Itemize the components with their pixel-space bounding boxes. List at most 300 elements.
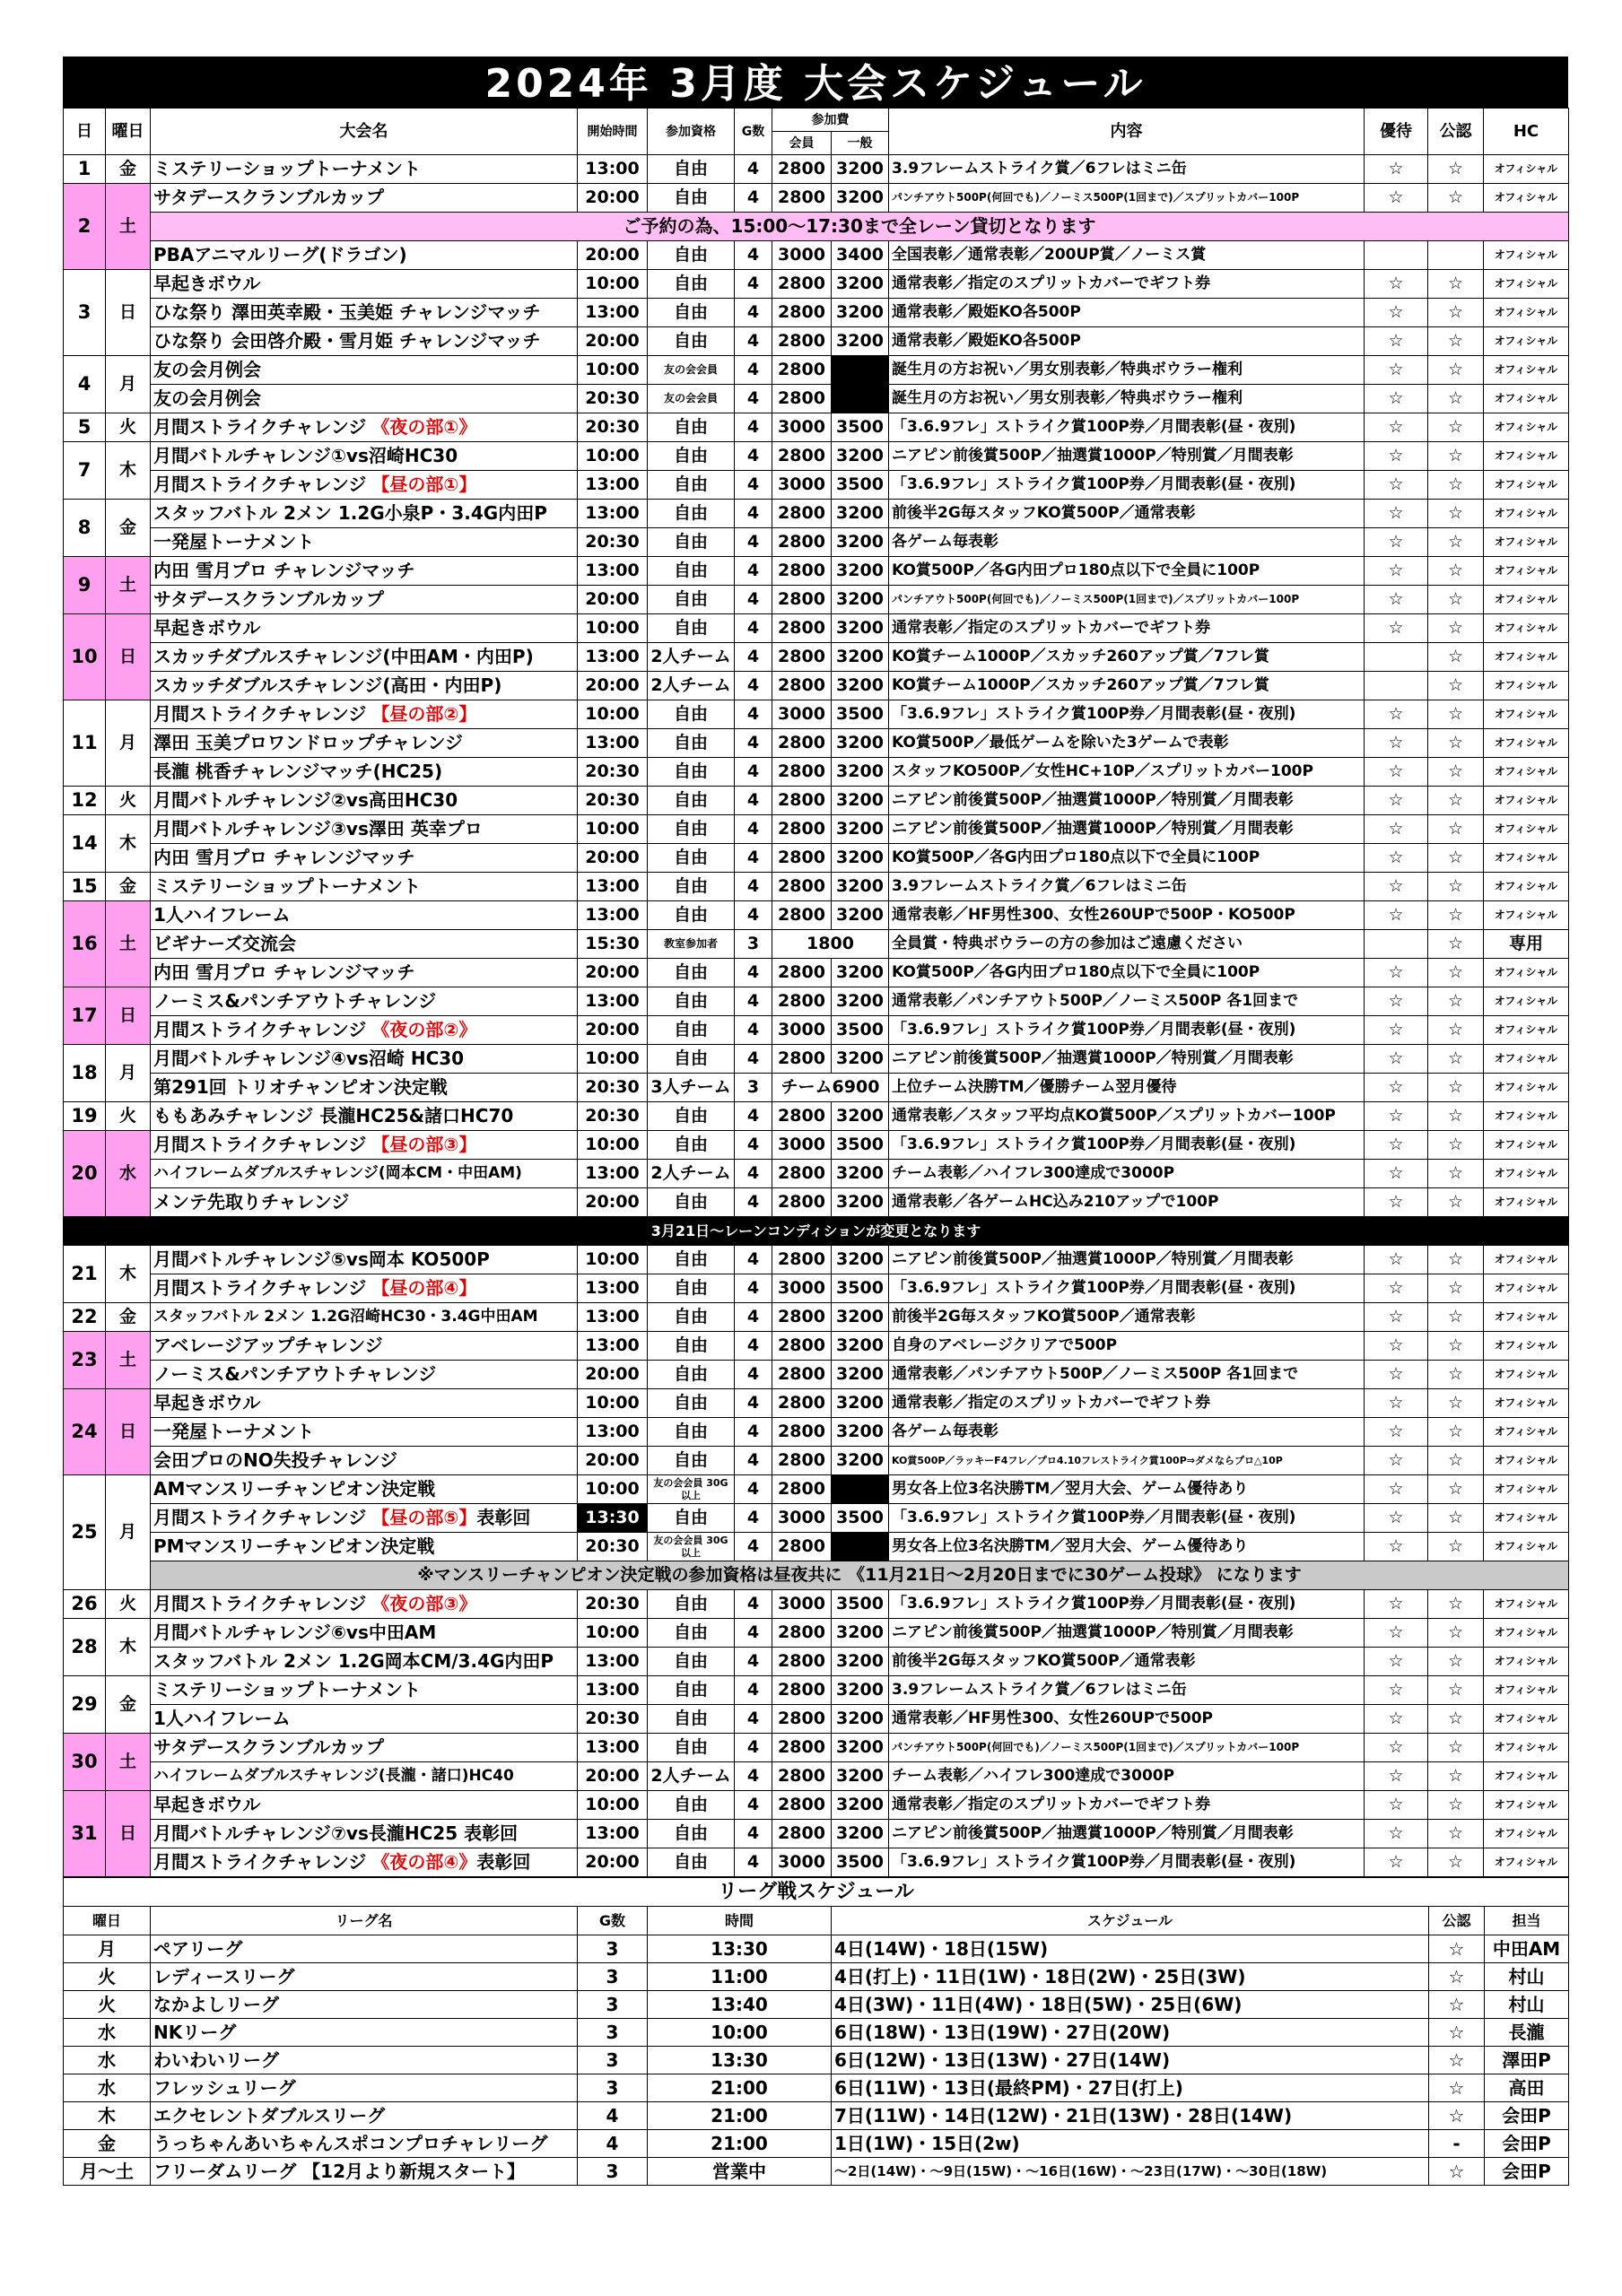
priority-mark: ☆: [1365, 1274, 1428, 1303]
tournament-name-text: ハイフレームダブルスチャレンジ(長瀧・諸口)HC40: [153, 1767, 514, 1785]
tournament-row: [64, 1274, 1569, 1303]
fee-general: 3500: [832, 1590, 889, 1619]
fee-member: 3000: [772, 413, 832, 442]
weekday: 木: [106, 1246, 151, 1303]
day-number: 20: [64, 1131, 106, 1217]
tournament-name: [151, 270, 578, 299]
tournament-name-text: 月間バトルチャレンジ⑤vs岡本 KO500P: [153, 1248, 490, 1270]
tournament-row: [64, 1734, 1569, 1762]
fee-member: 2800: [772, 1045, 832, 1074]
eligibility: 自由: [648, 729, 735, 758]
games-count: 4: [735, 1045, 772, 1074]
day-number: 22: [64, 1303, 106, 1332]
fee-member: 2800: [772, 987, 832, 1016]
league-header-games: G数: [578, 1907, 648, 1935]
games-count: 4: [735, 1791, 772, 1820]
prize-content: スタッフKO500P／女性HC+10P／スプリットカバー100P: [889, 758, 1365, 787]
eligibility: 自由: [648, 557, 735, 586]
prize-content: 通常表彰／HF男性300、女性260UPで500P: [889, 1705, 1365, 1734]
hc-type: オフィシャル: [1484, 1160, 1569, 1188]
games-count: 4: [735, 1590, 772, 1619]
session-label: 《夜の部③》: [371, 1593, 477, 1614]
priority-mark: ☆: [1365, 1848, 1428, 1877]
league-official: ☆: [1429, 2074, 1485, 2102]
tournament-name-text: PMマンスリーチャンピオン決定戦: [153, 1535, 435, 1557]
fee-member: 2800: [772, 1418, 832, 1447]
prize-content: 通常表彰／パンチアウト500P／ノーミス500P 各1回まで: [889, 987, 1365, 1016]
award-round-label: 表彰回: [476, 1851, 531, 1873]
hc-type: オフィシャル: [1484, 987, 1569, 1016]
priority-mark: ☆: [1365, 500, 1428, 528]
prize-content: 通常表彰／指定のスプリットカバーでギフト券: [889, 614, 1365, 643]
start-time: 20:30: [578, 1533, 648, 1561]
tournament-name-text: 月間バトルチャレンジ⑦vs長瀧HC25 表彰回: [153, 1822, 519, 1844]
tournament-name-text: 一発屋トーナメント: [153, 531, 315, 552]
tournament-name-text: メンテ先取りチャレンジ: [153, 1191, 350, 1213]
tournament-name-text: 早起きボウル: [153, 1392, 261, 1413]
tournament-name-text: 月間ストライクチャレンジ: [153, 703, 367, 725]
start-time: 13:00: [578, 1648, 648, 1676]
hc-type: オフィシャル: [1484, 643, 1569, 672]
tournament-name: [151, 1332, 578, 1361]
official-mark: ☆: [1428, 413, 1484, 442]
games-count: 4: [735, 327, 772, 356]
tournament-name-text: 友の会月例会: [153, 387, 261, 409]
tournament-row: [64, 1561, 1569, 1590]
official-mark: ☆: [1428, 442, 1484, 471]
session-label: 《夜の部④》: [371, 1851, 477, 1873]
official-mark: ☆: [1428, 557, 1484, 586]
header-fee: 参加費: [772, 109, 889, 132]
league-header-staff: 担当: [1485, 1907, 1569, 1935]
official-mark: ☆: [1428, 327, 1484, 356]
tournament-row: [64, 500, 1569, 528]
eligibility: 教室参加者: [648, 930, 735, 959]
priority-mark: ☆: [1365, 1533, 1428, 1561]
tournament-name: [151, 815, 578, 844]
league-time: 13:40: [648, 1991, 832, 2019]
weekday: 木: [106, 815, 151, 873]
fee-member: 2800: [772, 844, 832, 873]
fee-member: 2800: [772, 1705, 832, 1734]
eligibility: 自由: [648, 873, 735, 901]
tournament-name: [151, 672, 578, 700]
prize-content: KO賞500P／各G内田プロ180点以下で全員に100P: [889, 844, 1365, 873]
start-time: 20:00: [578, 327, 648, 356]
header-start: 開始時間: [578, 109, 648, 155]
eligibility: 2人チーム: [648, 672, 735, 700]
start-time: 10:00: [578, 270, 648, 299]
league-staff: 中田AM: [1485, 1935, 1569, 1963]
weekday: 木: [106, 1619, 151, 1676]
tournament-row: [64, 729, 1569, 758]
start-time: 20:00: [578, 1848, 648, 1877]
start-time: 13:00: [578, 1734, 648, 1762]
prize-content: 「3.6.9フレ」ストライク賞100P券／月間表彰(昼・夜別): [889, 471, 1365, 500]
tournament-name: [151, 1533, 578, 1561]
fee-member: 2800: [772, 672, 832, 700]
fee-member: 3000: [772, 1016, 832, 1045]
priority-mark: ☆: [1365, 1246, 1428, 1274]
league-staff: 村山: [1485, 1991, 1569, 2019]
session-label: 《夜の部①》: [371, 416, 477, 438]
league-row: [64, 1963, 1569, 1991]
eligibility: 自由: [648, 500, 735, 528]
tournament-row: [64, 1160, 1569, 1188]
weekday: 日: [106, 987, 151, 1045]
hc-type: オフィシャル: [1484, 700, 1569, 729]
official-mark: ☆: [1428, 1848, 1484, 1877]
league-official: ☆: [1429, 1963, 1485, 1991]
tournament-name-text: 第291回 トリオチャンピオン決定戦: [153, 1076, 448, 1098]
official-mark: ☆: [1428, 1447, 1484, 1475]
fee-general: 3500: [832, 413, 889, 442]
tournament-name: [151, 442, 578, 471]
official-mark: ☆: [1428, 1734, 1484, 1762]
priority-mark: ☆: [1365, 1762, 1428, 1791]
tournament-row: [64, 471, 1569, 500]
official-mark: ☆: [1428, 299, 1484, 327]
priority-mark: ☆: [1365, 700, 1428, 729]
priority-mark: ☆: [1365, 787, 1428, 815]
tournament-row: [64, 557, 1569, 586]
tournament-name-text: 友の会月例会: [153, 359, 261, 380]
official-mark: ☆: [1428, 1533, 1484, 1561]
eligibility: 自由: [648, 1102, 735, 1131]
tournament-name-text: ノーミス&パンチアウトチャレンジ: [153, 1363, 437, 1385]
fee-general: 3200: [832, 1762, 889, 1791]
fee-general: 3200: [832, 844, 889, 873]
fee-general: 3500: [832, 1848, 889, 1877]
priority-mark: ☆: [1365, 413, 1428, 442]
league-staff: 高田: [1485, 2074, 1569, 2102]
day-number: 25: [64, 1475, 106, 1590]
priority-mark: ☆: [1365, 987, 1428, 1016]
fee-member: 2800: [772, 1447, 832, 1475]
day-number: 19: [64, 1102, 106, 1131]
league-schedule: 7日(11W)・14日(12W)・21日(13W)・28日(14W): [832, 2102, 1429, 2130]
start-time: 13:00: [578, 299, 648, 327]
league-name: うっちゃんあいちゃんスポコンプロチャレリーグ: [151, 2130, 578, 2158]
priority-mark: ☆: [1365, 299, 1428, 327]
league-weekday: 水: [64, 2047, 151, 2074]
hc-type: オフィシャル: [1484, 1676, 1569, 1705]
tournament-name-text: ももあみチャレンジ 長瀧HC25&諸口HC70: [153, 1105, 514, 1126]
league-name: なかよしリーグ: [151, 1991, 578, 2019]
games-count: 4: [735, 758, 772, 787]
tournament-row: [64, 184, 1569, 213]
hc-type: オフィシャル: [1484, 1303, 1569, 1332]
day-number: 26: [64, 1590, 106, 1619]
fee-member: 2800: [772, 327, 832, 356]
league-time: 営業中: [648, 2158, 832, 2186]
weekday: 月: [106, 356, 151, 413]
tournament-name: [151, 471, 578, 500]
day-number: 7: [64, 442, 106, 500]
tournament-row: [64, 442, 1569, 471]
tournament-name-text: サタデースクランブルカップ: [153, 1736, 384, 1758]
league-official: ☆: [1429, 1991, 1485, 2019]
tournament-name-text: 一発屋トーナメント: [153, 1421, 315, 1442]
fee-member: 2800: [772, 1246, 832, 1274]
eligibility: 自由: [648, 1848, 735, 1877]
eligibility: 自由: [648, 1016, 735, 1045]
official-mark: ☆: [1428, 1705, 1484, 1734]
league-games: 3: [578, 1991, 648, 2019]
official-mark: ☆: [1428, 1246, 1484, 1274]
hc-type: オフィシャル: [1484, 1705, 1569, 1734]
games-count: 4: [735, 1188, 772, 1217]
tournament-name: [151, 1102, 578, 1131]
prize-content: 男女各上位3名決勝TM／翌月大会、ゲーム優待あり: [889, 1533, 1365, 1561]
league-name: NKリーグ: [151, 2019, 578, 2047]
games-count: 4: [735, 413, 772, 442]
condition-banner-row: [64, 1217, 1569, 1246]
priority-mark: ☆: [1365, 959, 1428, 987]
prize-content: ニアピン前後賞500P／抽選賞1000P／特別賞／月間表彰: [889, 1619, 1365, 1648]
prize-content: パンチアウト500P(何回でも)／ノーミス500P(1回まで)／スプリットカバー100P: [889, 184, 1365, 213]
fee-member: 2800: [772, 1820, 832, 1848]
prize-content: 通常表彰／各ゲームHC込み210アップで100P: [889, 1188, 1365, 1217]
day-number: 10: [64, 614, 106, 700]
tournament-name-text: 会田プロのNO失投チャレンジ: [153, 1449, 398, 1471]
games-count: 4: [735, 1332, 772, 1361]
official-mark: ☆: [1428, 1762, 1484, 1791]
tournament-name-text: サタデースクランブルカップ: [153, 588, 384, 610]
day-number: 15: [64, 873, 106, 901]
official-mark: ☆: [1428, 614, 1484, 643]
day-number: 11: [64, 700, 106, 787]
league-time: 13:30: [648, 2047, 832, 2074]
hc-type: オフィシャル: [1484, 241, 1569, 270]
weekday: 金: [106, 1676, 151, 1734]
weekday: 土: [106, 557, 151, 614]
eligibility: 自由: [648, 1619, 735, 1648]
priority-mark: ☆: [1365, 1648, 1428, 1676]
tournament-name-text: 月間ストライクチャレンジ: [153, 1507, 367, 1528]
priority-mark: ☆: [1365, 1389, 1428, 1418]
tournament-name-text: 早起きボウル: [153, 273, 261, 294]
eligibility: 自由: [648, 614, 735, 643]
games-count: 4: [735, 1676, 772, 1705]
fee-member: 2800: [772, 787, 832, 815]
tournament-name-text: 月間ストライクチャレンジ: [153, 1851, 367, 1873]
fee-member: 2800: [772, 614, 832, 643]
hc-type: オフィシャル: [1484, 500, 1569, 528]
official-mark: ☆: [1428, 471, 1484, 500]
start-time: 20:30: [578, 1590, 648, 1619]
tournament-name: [151, 299, 578, 327]
hc-type: オフィシャル: [1484, 356, 1569, 385]
fee-general: [832, 1475, 889, 1504]
fee-general: 3200: [832, 184, 889, 213]
league-header-name: リーグ名: [151, 1907, 578, 1935]
eligibility: 自由: [648, 1447, 735, 1475]
tournament-name: [151, 700, 578, 729]
games-count: 4: [735, 1447, 772, 1475]
tournament-row: [64, 1676, 1569, 1705]
games-count: 4: [735, 844, 772, 873]
hc-type: オフィシャル: [1484, 1619, 1569, 1648]
tournament-name: [151, 1848, 578, 1877]
eligibility: 自由: [648, 1246, 735, 1274]
day-number: 1: [64, 155, 106, 184]
eligibility: 自由: [648, 987, 735, 1016]
tournament-name-text: スカッチダブルスチャレンジ(中田AM・内田P): [153, 646, 534, 667]
tournament-row: [64, 700, 1569, 729]
fee-member: 2800: [772, 155, 832, 184]
prize-content: 前後半2G毎スタッフKO賞500P／通常表彰: [889, 500, 1365, 528]
tournament-row: [64, 787, 1569, 815]
tournament-name: [151, 528, 578, 557]
fee-general: 3200: [832, 270, 889, 299]
official-mark: ☆: [1428, 643, 1484, 672]
official-mark: ☆: [1428, 1274, 1484, 1303]
fee-combined: チーム6900: [772, 1074, 889, 1102]
hc-type: オフィシャル: [1484, 557, 1569, 586]
games-count: 4: [735, 500, 772, 528]
league-staff: 澤田P: [1485, 2047, 1569, 2074]
official-mark: ☆: [1428, 1389, 1484, 1418]
start-time: 10:00: [578, 815, 648, 844]
fee-general: 3200: [832, 758, 889, 787]
hc-type: オフィシャル: [1484, 413, 1569, 442]
priority-mark: ☆: [1365, 1188, 1428, 1217]
priority-mark: ☆: [1365, 1332, 1428, 1361]
fee-general: 3200: [832, 987, 889, 1016]
official-mark: ☆: [1428, 1160, 1484, 1188]
official-mark: ☆: [1428, 1475, 1484, 1504]
games-count: 4: [735, 614, 772, 643]
fee-general: 3500: [832, 1016, 889, 1045]
official-mark: ☆: [1428, 184, 1484, 213]
league-schedule: 6日(12W)・13日(13W)・27日(14W): [832, 2047, 1429, 2074]
start-time: 13:00: [578, 1274, 648, 1303]
priority-mark: ☆: [1365, 1705, 1428, 1734]
start-time: 13:00: [578, 1160, 648, 1188]
league-games: 3: [578, 1935, 648, 1963]
priority-mark: ☆: [1365, 815, 1428, 844]
hc-type: オフィシャル: [1484, 1533, 1569, 1561]
games-count: 4: [735, 155, 772, 184]
tournament-row: [64, 327, 1569, 356]
tournament-row: [64, 1303, 1569, 1332]
league-games: 3: [578, 2047, 648, 2074]
league-weekday: 月: [64, 1935, 151, 1963]
official-mark: ☆: [1428, 155, 1484, 184]
games-count: 4: [735, 700, 772, 729]
prize-content: ニアピン前後賞500P／抽選賞1000P／特別賞／月間表彰: [889, 442, 1365, 471]
tournament-name-text: 月間ストライクチャレンジ: [153, 474, 367, 495]
tournament-row: [64, 1332, 1569, 1361]
league-games: 4: [578, 2102, 648, 2130]
tournament-name: [151, 1475, 578, 1504]
day-number: 30: [64, 1734, 106, 1791]
games-count: 4: [735, 442, 772, 471]
header-games: G数: [735, 109, 772, 155]
fee-member: 2800: [772, 1762, 832, 1791]
eligibility: 自由: [648, 787, 735, 815]
prize-content: 通常表彰／HF男性300、女性260UPで500P・KO500P: [889, 901, 1365, 930]
start-time: 20:30: [578, 413, 648, 442]
fee-member: 2800: [772, 815, 832, 844]
eligibility: 自由: [648, 241, 735, 270]
fee-member: 2800: [772, 270, 832, 299]
day-number: 4: [64, 356, 106, 413]
tournament-row: [64, 1246, 1569, 1274]
league-row: [64, 2158, 1569, 2186]
games-count: 4: [735, 270, 772, 299]
priority-mark: ☆: [1365, 184, 1428, 213]
day-number: 16: [64, 901, 106, 987]
tournament-name: [151, 586, 578, 614]
header-fee-general: 一般: [832, 132, 889, 155]
priority-mark: [1365, 241, 1428, 270]
league-official: ☆: [1429, 2102, 1485, 2130]
league-staff: 会田P: [1485, 2158, 1569, 2186]
fee-general: 3200: [832, 1820, 889, 1848]
priority-mark: ☆: [1365, 844, 1428, 873]
official-mark: ☆: [1428, 844, 1484, 873]
tournament-name: [151, 1045, 578, 1074]
tournament-name-text: 月間ストライクチャレンジ: [153, 1277, 367, 1299]
start-time: 20:00: [578, 1447, 648, 1475]
games-count: 4: [735, 557, 772, 586]
eligibility: 自由: [648, 1734, 735, 1762]
hc-type: オフィシャル: [1484, 155, 1569, 184]
tournament-row: [64, 959, 1569, 987]
eligibility: 自由: [648, 700, 735, 729]
fee-general: 3500: [832, 700, 889, 729]
weekday: 月: [106, 1475, 151, 1590]
tournament-name: [151, 1447, 578, 1475]
hc-type: オフィシャル: [1484, 1447, 1569, 1475]
official-mark: ☆: [1428, 901, 1484, 930]
priority-mark: ☆: [1365, 1303, 1428, 1332]
league-games: 3: [578, 2074, 648, 2102]
tournament-name-text: ノーミス&パンチアウトチャレンジ: [153, 990, 437, 1012]
tournament-name: [151, 1188, 578, 1217]
eligibility: 3人チーム: [648, 1074, 735, 1102]
league-schedule: 4日(14W)・18日(15W): [832, 1935, 1429, 1963]
start-time: 13:00: [578, 1303, 648, 1332]
official-mark: ☆: [1428, 1504, 1484, 1533]
games-count: 4: [735, 901, 772, 930]
prize-content: 通常表彰／指定のスプリットカバーでギフト券: [889, 1791, 1365, 1820]
tournament-name-text: ひな祭り 会田啓介殿・雪月姫 チャレンジマッチ: [153, 330, 541, 352]
prize-content: 前後半2G毎スタッフKO賞500P／通常表彰: [889, 1648, 1365, 1676]
award-round-label: 表彰回: [476, 1507, 531, 1528]
start-time: 13:00: [578, 557, 648, 586]
header-name: 大会名: [151, 109, 578, 155]
eligibility: 自由: [648, 1188, 735, 1217]
tournament-row: [64, 1762, 1569, 1791]
hc-type: オフィシャル: [1484, 614, 1569, 643]
tournament-name-text: ひな祭り 澤田英幸殿・玉美姫 チャレンジマッチ: [153, 301, 541, 323]
league-name: わいわいリーグ: [151, 2047, 578, 2074]
hc-type: オフィシャル: [1484, 1361, 1569, 1389]
official-mark: ☆: [1428, 528, 1484, 557]
league-official: ☆: [1429, 2047, 1485, 2074]
start-time: 20:30: [578, 528, 648, 557]
league-time: 11:00: [648, 1963, 832, 1991]
tournament-name-text: 月間バトルチャレンジ③vs澤田 英幸プロ: [153, 818, 483, 839]
games-count: 4: [735, 1274, 772, 1303]
league-schedule: 1日(1W)・15日(2w): [832, 2130, 1429, 2158]
fee-combined: 1800: [772, 930, 889, 959]
eligibility: 自由: [648, 586, 735, 614]
tournament-name: [151, 241, 578, 270]
